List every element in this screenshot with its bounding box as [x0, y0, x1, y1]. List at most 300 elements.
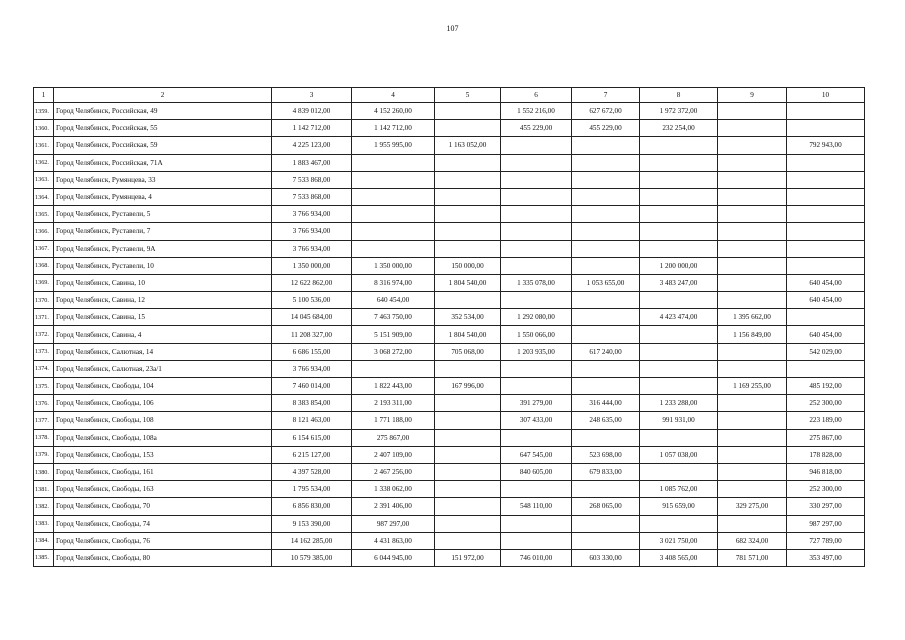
address-cell: Город Челябинск, Свободы, 163	[54, 481, 272, 498]
address-cell: Город Челябинск, Румянцева, 4	[54, 188, 272, 205]
total-cost-cell: 1 883 467,00	[272, 154, 352, 171]
value-cell-col5: 150 000,00	[435, 257, 501, 274]
value-cell-col8	[640, 378, 718, 395]
table-row	[34, 360, 865, 377]
row-number: 1385.	[34, 549, 54, 566]
column-header: 8	[640, 88, 718, 103]
column-header: 9	[718, 88, 787, 103]
value-cell-col6	[501, 137, 572, 154]
value-cell-col5	[435, 120, 501, 137]
value-cell-col4: 275 867,00	[352, 429, 435, 446]
total-cost-cell: 3 766 934,00	[272, 223, 352, 240]
value-cell-col5	[435, 103, 501, 120]
table-row	[34, 498, 865, 515]
column-header: 10	[787, 88, 865, 103]
total-cost-cell: 4 839 012,00	[272, 103, 352, 120]
table-row	[34, 326, 865, 343]
address-cell: Город Челябинск, Свободы, 106	[54, 395, 272, 412]
row-number: 1371.	[34, 309, 54, 326]
value-cell-col7	[572, 515, 640, 532]
value-cell-col7	[572, 171, 640, 188]
total-cost-cell: 6 215 127,00	[272, 446, 352, 463]
table-row	[34, 206, 865, 223]
address-cell: Город Челябинск, Свободы, 74	[54, 515, 272, 532]
value-cell-col5	[435, 395, 501, 412]
value-cell-col4: 1 142 712,00	[352, 120, 435, 137]
value-cell-col5: 167 996,00	[435, 378, 501, 395]
value-cell-col4	[352, 188, 435, 205]
value-cell-col7	[572, 223, 640, 240]
value-cell-col4: 1 338 062,00	[352, 481, 435, 498]
value-cell-col9	[718, 292, 787, 309]
value-cell-col8	[640, 240, 718, 257]
value-cell-col4: 1 771 188,00	[352, 412, 435, 429]
address-cell: Город Челябинск, Савина, 15	[54, 309, 272, 326]
value-cell-col10	[787, 257, 865, 274]
value-cell-col7	[572, 326, 640, 343]
total-cost-cell: 1 795 534,00	[272, 481, 352, 498]
total-cost-cell: 7 460 014,00	[272, 378, 352, 395]
table-row	[34, 378, 865, 395]
value-cell-col4: 7 463 750,00	[352, 309, 435, 326]
value-cell-col10: 727 789,00	[787, 532, 865, 549]
value-cell-col8: 915 659,00	[640, 498, 718, 515]
value-cell-col9	[718, 429, 787, 446]
value-cell-col7	[572, 429, 640, 446]
value-cell-col9	[718, 515, 787, 532]
value-cell-col6: 746 010,00	[501, 549, 572, 566]
table-row	[34, 274, 865, 291]
value-cell-col7	[572, 481, 640, 498]
column-header-row	[34, 88, 865, 103]
value-cell-col6: 840 605,00	[501, 463, 572, 480]
value-cell-col5	[435, 240, 501, 257]
value-cell-col8	[640, 360, 718, 377]
value-cell-col7: 1 053 655,00	[572, 274, 640, 291]
row-number: 1380.	[34, 463, 54, 480]
value-cell-col6	[501, 240, 572, 257]
total-cost-cell: 10 579 385,00	[272, 549, 352, 566]
column-header: 1	[34, 88, 54, 103]
total-cost-cell: 4 225 123,00	[272, 137, 352, 154]
value-cell-col9: 682 324,00	[718, 532, 787, 549]
row-number: 1383.	[34, 515, 54, 532]
row-number: 1379.	[34, 446, 54, 463]
total-cost-cell: 6 154 615,00	[272, 429, 352, 446]
value-cell-col10: 252 300,00	[787, 481, 865, 498]
value-cell-col9	[718, 137, 787, 154]
total-cost-cell: 3 766 934,00	[272, 360, 352, 377]
value-cell-col10	[787, 206, 865, 223]
value-cell-col7: 617 240,00	[572, 343, 640, 360]
total-cost-cell: 11 208 327,00	[272, 326, 352, 343]
value-cell-col4: 4 152 260,00	[352, 103, 435, 120]
value-cell-col7: 316 444,00	[572, 395, 640, 412]
column-header: 2	[54, 88, 272, 103]
value-cell-col9	[718, 274, 787, 291]
value-cell-col6: 1 203 935,00	[501, 343, 572, 360]
value-cell-col9	[718, 412, 787, 429]
value-cell-col5: 1 804 540,00	[435, 326, 501, 343]
row-number: 1377.	[34, 412, 54, 429]
address-cell: Город Челябинск, Савина, 12	[54, 292, 272, 309]
table-row	[34, 240, 865, 257]
value-cell-col9	[718, 257, 787, 274]
address-cell: Город Челябинск, Савина, 10	[54, 274, 272, 291]
table-row	[34, 171, 865, 188]
row-number: 1361.	[34, 137, 54, 154]
value-cell-col5	[435, 412, 501, 429]
value-cell-col7: 268 065,00	[572, 498, 640, 515]
value-cell-col6: 391 279,00	[501, 395, 572, 412]
value-cell-col10: 640 454,00	[787, 274, 865, 291]
value-cell-col6	[501, 257, 572, 274]
row-number: 1375.	[34, 378, 54, 395]
value-cell-col9: 1 169 255,00	[718, 378, 787, 395]
value-cell-col10	[787, 223, 865, 240]
row-number: 1369.	[34, 274, 54, 291]
value-cell-col9: 1 395 662,00	[718, 309, 787, 326]
value-cell-col9	[718, 463, 787, 480]
total-cost-cell: 1 350 000,00	[272, 257, 352, 274]
value-cell-col5	[435, 446, 501, 463]
value-cell-col10: 640 454,00	[787, 292, 865, 309]
value-cell-col4: 1 955 995,00	[352, 137, 435, 154]
row-number: 1359.	[34, 103, 54, 120]
value-cell-col10: 542 029,00	[787, 343, 865, 360]
value-cell-col7: 523 698,00	[572, 446, 640, 463]
table-row	[34, 395, 865, 412]
total-cost-cell: 7 533 868,00	[272, 171, 352, 188]
value-cell-col9: 1 156 849,00	[718, 326, 787, 343]
total-cost-cell: 1 142 712,00	[272, 120, 352, 137]
address-cell: Город Челябинск, Свободы, 153	[54, 446, 272, 463]
value-cell-col8	[640, 223, 718, 240]
value-cell-col8: 991 931,00	[640, 412, 718, 429]
value-cell-col6	[501, 154, 572, 171]
row-number: 1372.	[34, 326, 54, 343]
value-cell-col8: 4 423 474,00	[640, 309, 718, 326]
value-cell-col5: 1 163 052,00	[435, 137, 501, 154]
value-cell-col10: 485 192,00	[787, 378, 865, 395]
value-cell-col10: 275 867,00	[787, 429, 865, 446]
value-cell-col4	[352, 240, 435, 257]
table-row	[34, 292, 865, 309]
value-cell-col8	[640, 515, 718, 532]
value-cell-col8: 232 254,00	[640, 120, 718, 137]
value-cell-col5: 151 972,00	[435, 549, 501, 566]
value-cell-col8: 1 085 762,00	[640, 481, 718, 498]
value-cell-col10: 792 943,00	[787, 137, 865, 154]
total-cost-cell: 6 856 830,00	[272, 498, 352, 515]
value-cell-col10: 330 297,00	[787, 498, 865, 515]
value-cell-col10	[787, 103, 865, 120]
value-cell-col7	[572, 257, 640, 274]
address-cell: Город Челябинск, Руставели, 9А	[54, 240, 272, 257]
value-cell-col8: 1 200 000,00	[640, 257, 718, 274]
row-number: 1374.	[34, 360, 54, 377]
value-cell-col6	[501, 292, 572, 309]
address-cell: Город Челябинск, Свободы, 108	[54, 412, 272, 429]
value-cell-col9	[718, 188, 787, 205]
value-cell-col7	[572, 154, 640, 171]
table-row	[34, 257, 865, 274]
value-cell-col4: 8 316 974,00	[352, 274, 435, 291]
value-cell-col7: 248 635,00	[572, 412, 640, 429]
address-cell: Город Челябинск, Свободы, 76	[54, 532, 272, 549]
value-cell-col8: 1 233 288,00	[640, 395, 718, 412]
total-cost-cell: 6 686 155,00	[272, 343, 352, 360]
table-row	[34, 309, 865, 326]
value-cell-col10: 946 818,00	[787, 463, 865, 480]
value-cell-col9	[718, 343, 787, 360]
total-cost-cell: 8 383 854,00	[272, 395, 352, 412]
address-cell: Город Челябинск, Российская, 55	[54, 120, 272, 137]
value-cell-col4: 5 151 909,00	[352, 326, 435, 343]
value-cell-col8: 3 483 247,00	[640, 274, 718, 291]
data-table	[33, 87, 865, 567]
value-cell-col4	[352, 154, 435, 171]
row-number: 1362.	[34, 154, 54, 171]
value-cell-col8	[640, 292, 718, 309]
value-cell-col7	[572, 378, 640, 395]
address-cell: Город Челябинск, Руставели, 10	[54, 257, 272, 274]
address-cell: Город Челябинск, Свободы, 104	[54, 378, 272, 395]
value-cell-col9	[718, 120, 787, 137]
value-cell-col9	[718, 223, 787, 240]
table-row	[34, 188, 865, 205]
value-cell-col6	[501, 515, 572, 532]
value-cell-col5	[435, 498, 501, 515]
value-cell-col8: 3 021 750,00	[640, 532, 718, 549]
address-cell: Город Челябинск, Российская, 71А	[54, 154, 272, 171]
value-cell-col8	[640, 463, 718, 480]
value-cell-col4: 1 822 443,00	[352, 378, 435, 395]
row-number: 1360.	[34, 120, 54, 137]
value-cell-col5	[435, 171, 501, 188]
value-cell-col5	[435, 429, 501, 446]
value-cell-col4: 2 407 109,00	[352, 446, 435, 463]
total-cost-cell: 4 397 528,00	[272, 463, 352, 480]
value-cell-col4: 987 297,00	[352, 515, 435, 532]
value-cell-col8	[640, 206, 718, 223]
address-cell: Город Челябинск, Салютная, 23а/1	[54, 360, 272, 377]
row-number: 1382.	[34, 498, 54, 515]
column-header: 6	[501, 88, 572, 103]
total-cost-cell: 12 622 862,00	[272, 274, 352, 291]
value-cell-col4: 2 391 406,00	[352, 498, 435, 515]
value-cell-col10	[787, 154, 865, 171]
total-cost-cell: 14 162 285,00	[272, 532, 352, 549]
table-row	[34, 154, 865, 171]
value-cell-col9	[718, 103, 787, 120]
value-cell-col8	[640, 154, 718, 171]
row-number: 1367.	[34, 240, 54, 257]
address-cell: Город Челябинск, Свободы, 108а	[54, 429, 272, 446]
value-cell-col7: 603 330,00	[572, 549, 640, 566]
value-cell-col5	[435, 463, 501, 480]
value-cell-col8: 1 057 038,00	[640, 446, 718, 463]
table-row	[34, 515, 865, 532]
row-number: 1368.	[34, 257, 54, 274]
column-header: 7	[572, 88, 640, 103]
value-cell-col6: 455 229,00	[501, 120, 572, 137]
address-cell: Город Челябинск, Салютная, 14	[54, 343, 272, 360]
value-cell-col9: 781 571,00	[718, 549, 787, 566]
value-cell-col6	[501, 429, 572, 446]
value-cell-col6: 1 335 078,00	[501, 274, 572, 291]
value-cell-col6: 647 545,00	[501, 446, 572, 463]
value-cell-col5	[435, 481, 501, 498]
address-cell: Город Челябинск, Свободы, 70	[54, 498, 272, 515]
value-cell-col7: 455 229,00	[572, 120, 640, 137]
value-cell-col5: 1 804 540,00	[435, 274, 501, 291]
value-cell-col9	[718, 206, 787, 223]
value-cell-col8	[640, 343, 718, 360]
value-cell-col10: 223 189,00	[787, 412, 865, 429]
column-header: 4	[352, 88, 435, 103]
value-cell-col7	[572, 240, 640, 257]
value-cell-col4: 2 193 311,00	[352, 395, 435, 412]
value-cell-col10: 987 297,00	[787, 515, 865, 532]
address-cell: Город Челябинск, Российская, 59	[54, 137, 272, 154]
row-number: 1376.	[34, 395, 54, 412]
row-number: 1370.	[34, 292, 54, 309]
value-cell-col8	[640, 429, 718, 446]
value-cell-col9	[718, 360, 787, 377]
value-cell-col5	[435, 515, 501, 532]
value-cell-col6	[501, 532, 572, 549]
value-cell-col7	[572, 137, 640, 154]
value-cell-col9	[718, 240, 787, 257]
value-cell-col5	[435, 532, 501, 549]
value-cell-col6: 1 292 080,00	[501, 309, 572, 326]
value-cell-col6	[501, 223, 572, 240]
table-row	[34, 481, 865, 498]
column-header: 5	[435, 88, 501, 103]
total-cost-cell: 14 045 684,00	[272, 309, 352, 326]
value-cell-col4	[352, 206, 435, 223]
value-cell-col8	[640, 137, 718, 154]
value-cell-col7: 679 833,00	[572, 463, 640, 480]
value-cell-col5	[435, 360, 501, 377]
row-number: 1365.	[34, 206, 54, 223]
value-cell-col9	[718, 446, 787, 463]
value-cell-col5: 352 534,00	[435, 309, 501, 326]
value-cell-col9	[718, 154, 787, 171]
value-cell-col6	[501, 171, 572, 188]
value-cell-col4	[352, 223, 435, 240]
value-cell-col8	[640, 188, 718, 205]
total-cost-cell: 5 100 536,00	[272, 292, 352, 309]
value-cell-col7	[572, 532, 640, 549]
total-cost-cell: 3 766 934,00	[272, 206, 352, 223]
value-cell-col6	[501, 360, 572, 377]
address-cell: Город Челябинск, Свободы, 80	[54, 549, 272, 566]
table-row	[34, 103, 865, 120]
table-row	[34, 120, 865, 137]
value-cell-col5: 705 068,00	[435, 343, 501, 360]
value-cell-col6: 1 550 066,00	[501, 326, 572, 343]
value-cell-col6	[501, 481, 572, 498]
value-cell-col10	[787, 171, 865, 188]
value-cell-col7	[572, 360, 640, 377]
value-cell-col10	[787, 360, 865, 377]
address-cell: Город Челябинск, Российская, 49	[54, 103, 272, 120]
value-cell-col8: 3 408 565,00	[640, 549, 718, 566]
value-cell-col4	[352, 360, 435, 377]
value-cell-col5	[435, 188, 501, 205]
total-cost-cell: 8 121 463,00	[272, 412, 352, 429]
value-cell-col7	[572, 206, 640, 223]
value-cell-col10	[787, 309, 865, 326]
page-number: 107	[446, 24, 459, 33]
table-row	[34, 137, 865, 154]
table-row	[34, 532, 865, 549]
address-cell: Город Челябинск, Савина, 4	[54, 326, 272, 343]
value-cell-col10: 178 828,00	[787, 446, 865, 463]
value-cell-col5	[435, 154, 501, 171]
value-cell-col10: 640 454,00	[787, 326, 865, 343]
row-number: 1384.	[34, 532, 54, 549]
table-row	[34, 343, 865, 360]
table-row	[34, 429, 865, 446]
value-cell-col4: 640 454,00	[352, 292, 435, 309]
table-row	[34, 412, 865, 429]
address-cell: Город Челябинск, Свободы, 161	[54, 463, 272, 480]
value-cell-col8	[640, 171, 718, 188]
value-cell-col7	[572, 292, 640, 309]
value-cell-col9	[718, 171, 787, 188]
value-cell-col5	[435, 292, 501, 309]
row-number: 1363.	[34, 171, 54, 188]
value-cell-col10	[787, 188, 865, 205]
value-cell-col4: 2 467 256,00	[352, 463, 435, 480]
total-cost-cell: 3 766 934,00	[272, 240, 352, 257]
table-row	[34, 223, 865, 240]
value-cell-col10: 252 300,00	[787, 395, 865, 412]
address-cell: Город Челябинск, Руставели, 5	[54, 206, 272, 223]
row-number: 1364.	[34, 188, 54, 205]
value-cell-col10: 353 497,00	[787, 549, 865, 566]
row-number: 1373.	[34, 343, 54, 360]
address-cell: Город Челябинск, Румянцева, 33	[54, 171, 272, 188]
value-cell-col4: 4 431 863,00	[352, 532, 435, 549]
total-cost-cell: 9 153 390,00	[272, 515, 352, 532]
row-number: 1366.	[34, 223, 54, 240]
table-row	[34, 446, 865, 463]
value-cell-col5	[435, 206, 501, 223]
value-cell-col6: 548 110,00	[501, 498, 572, 515]
value-cell-col8: 1 972 372,00	[640, 103, 718, 120]
total-cost-cell: 7 533 868,00	[272, 188, 352, 205]
value-cell-col4	[352, 171, 435, 188]
table-row	[34, 549, 865, 566]
address-cell: Город Челябинск, Руставели, 7	[54, 223, 272, 240]
value-cell-col9	[718, 481, 787, 498]
value-cell-col10	[787, 240, 865, 257]
column-header: 3	[272, 88, 352, 103]
value-cell-col7	[572, 309, 640, 326]
value-cell-col7: 627 672,00	[572, 103, 640, 120]
value-cell-col4: 3 068 272,00	[352, 343, 435, 360]
value-cell-col6: 1 552 216,00	[501, 103, 572, 120]
value-cell-col10	[787, 120, 865, 137]
value-cell-col6: 307 433,00	[501, 412, 572, 429]
value-cell-col8	[640, 326, 718, 343]
row-number: 1381.	[34, 481, 54, 498]
row-number: 1378.	[34, 429, 54, 446]
